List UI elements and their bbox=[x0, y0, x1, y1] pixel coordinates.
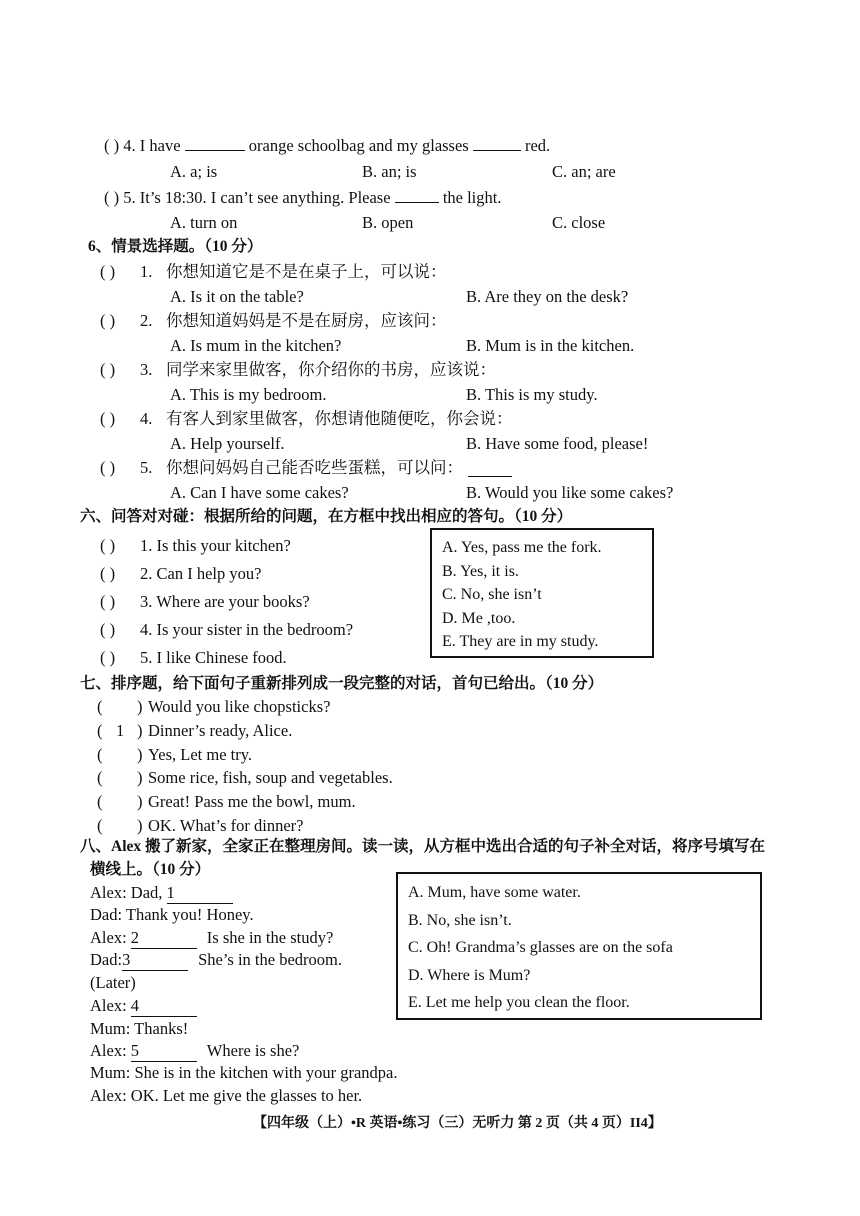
question-text: 3. Where are your books? bbox=[140, 592, 310, 611]
dialog-option: E. Let me help you clean the floor. bbox=[408, 994, 630, 1011]
question-number: 2. bbox=[140, 311, 153, 330]
answer-option: C. No, she isn’t bbox=[442, 586, 542, 603]
dialog-blank[interactable]: 4 bbox=[131, 996, 197, 1017]
order-paren-close: ) bbox=[137, 721, 143, 740]
option-a: A. Can I have some cakes? bbox=[170, 483, 349, 502]
order-sentence: Dinner’s ready, Alice. bbox=[148, 721, 293, 740]
section-heading-dialog: 八、Alex 搬了新家，全家正在整理房间。读一读，从方框中选出合适的句子补全对话，将序号填写在 bbox=[80, 838, 766, 855]
question-text: red. bbox=[524, 136, 551, 155]
order-sentence: OK. What’s for dinner? bbox=[148, 816, 304, 835]
dialog-speaker: Alex: OK. Let me give the glasses to her. bbox=[90, 1086, 363, 1105]
question-number: 3. bbox=[140, 360, 153, 379]
dialog-speaker: Alex: bbox=[90, 996, 131, 1015]
option-a: A. Help yourself. bbox=[170, 434, 285, 453]
answer-paren[interactable]: ( ) bbox=[104, 188, 120, 207]
section-heading-qa-match: 六、问答对对碰：根据所给的问题，在方框中找出相应的答句。（10 分） bbox=[80, 508, 573, 525]
question-text: 4. Is your sister in the bedroom? bbox=[140, 620, 354, 639]
option-c: C. an; are bbox=[552, 162, 616, 181]
question-text: 5. I like Chinese food. bbox=[140, 648, 287, 667]
option-a: A. This is my bedroom. bbox=[170, 385, 327, 404]
question-text: It’s 18:30. I can’t see anything. Please bbox=[139, 188, 391, 207]
q4-row bbox=[104, 136, 550, 156]
order-paren-open: ( bbox=[97, 816, 103, 835]
order-paren-open: ( bbox=[97, 745, 103, 764]
dialog-blank[interactable]: 5 bbox=[131, 1041, 197, 1062]
question-text: 1. Is this your kitchen? bbox=[140, 536, 291, 555]
answer-paren[interactable]: ( ) bbox=[100, 409, 116, 428]
dialog-line bbox=[90, 973, 136, 993]
question-text: 2. Can I help you? bbox=[140, 564, 262, 583]
dialog-line bbox=[90, 1019, 188, 1039]
option-a: A. Is mum in the kitchen? bbox=[170, 336, 342, 355]
dialog-line bbox=[90, 905, 254, 925]
answer-option: E. They are in my study. bbox=[442, 633, 599, 650]
dialog-blank[interactable]: 3 bbox=[122, 950, 188, 971]
answer-paren[interactable]: ( ) bbox=[100, 592, 116, 611]
dialog-speaker: (Later) bbox=[90, 973, 136, 992]
order-paren-close: ) bbox=[137, 697, 143, 716]
dialog-blank[interactable]: 1 bbox=[167, 883, 233, 904]
answer-option: B. Yes, it is. bbox=[442, 562, 519, 580]
question-number: 5. bbox=[140, 458, 153, 477]
fill-blank[interactable] bbox=[395, 188, 439, 203]
option-b: B. open bbox=[362, 213, 414, 232]
order-paren-close: ) bbox=[137, 816, 143, 835]
dialog-speaker: Mum: She is in the kitchen with your grandpa. bbox=[90, 1063, 398, 1082]
fill-blank[interactable] bbox=[185, 136, 245, 151]
answer-paren[interactable]: ( ) bbox=[100, 458, 116, 477]
order-sentence: Great! Pass me the bowl, mum. bbox=[148, 792, 356, 811]
options-box bbox=[396, 872, 762, 1020]
dialog-line bbox=[90, 950, 342, 971]
dialog-speaker: Alex: bbox=[90, 928, 131, 947]
answer-option: A. Yes, pass me the fork. bbox=[442, 539, 602, 556]
dialog-blank[interactable]: 2 bbox=[131, 928, 197, 949]
question-text: I have bbox=[139, 136, 181, 155]
order-paren-open: ( bbox=[97, 721, 103, 740]
fill-blank[interactable] bbox=[468, 462, 512, 477]
question-text: 你想知道它是不是在桌子上，可以说： bbox=[166, 262, 447, 281]
dialog-speaker: Alex: bbox=[90, 1041, 131, 1060]
answer-paren[interactable]: ( ) bbox=[100, 564, 116, 583]
dialog-option: A. Mum, have some water. bbox=[408, 884, 581, 901]
dialog-continuation: Where is she? bbox=[206, 1041, 300, 1060]
answer-paren[interactable]: ( ) bbox=[100, 620, 116, 639]
question-text: 同学来家里做客，你介绍你的书房，应该说： bbox=[166, 360, 496, 379]
option-c: C. close bbox=[552, 213, 606, 232]
section-heading-ordering: 七、排序题，给下面句子重新排列成一段完整的对话，首句已给出。（10 分） bbox=[80, 675, 604, 692]
option-a: A. a; is bbox=[170, 162, 218, 181]
dialog-line bbox=[90, 1086, 362, 1106]
question-number: 1. bbox=[140, 262, 153, 281]
answer-box bbox=[430, 528, 654, 658]
order-paren-close: ) bbox=[137, 768, 143, 787]
answer-paren[interactable]: ( ) bbox=[100, 648, 116, 667]
question-text: the light. bbox=[442, 188, 502, 207]
question-text: orange schoolbag and my glasses bbox=[248, 136, 469, 155]
order-sentence: Yes, Let me try. bbox=[148, 745, 253, 764]
order-paren-close: ) bbox=[137, 792, 143, 811]
dialog-speaker: Mum: Thanks! bbox=[90, 1019, 189, 1038]
answer-paren[interactable]: ( ) bbox=[100, 311, 116, 330]
fill-blank[interactable] bbox=[473, 136, 521, 151]
dialog-option: B. No, she isn’t. bbox=[408, 911, 512, 929]
option-b: B. Have some food, please! bbox=[466, 434, 649, 453]
q5-row bbox=[104, 188, 501, 208]
dialog-continuation: She’s in the bedroom. bbox=[198, 950, 342, 969]
question-number: 4. bbox=[140, 409, 153, 428]
order-paren-open: ( bbox=[97, 792, 103, 811]
question-text: 你想问妈妈自己能否吃些蛋糕，可以问： bbox=[166, 458, 463, 477]
option-b: B. Mum is in the kitchen. bbox=[466, 336, 635, 355]
answer-option: D. Me ,too. bbox=[442, 609, 516, 627]
option-b: B. Are they on the desk? bbox=[466, 287, 629, 306]
option-b: B. Would you like some cakes? bbox=[466, 483, 674, 502]
page-footer: 【四年级（上）•R 英语•练习（三）无听力 第 2 页（共 4 页）II4】 bbox=[253, 1116, 662, 1131]
answer-paren[interactable]: ( ) bbox=[100, 262, 116, 281]
order-paren-close: ) bbox=[137, 745, 143, 764]
order-paren-open: ( bbox=[97, 697, 103, 716]
answer-paren[interactable]: ( ) bbox=[100, 360, 116, 379]
question-text: 你想知道妈妈是不是在厨房，应该问： bbox=[166, 311, 447, 330]
question-number: 5. bbox=[123, 188, 136, 207]
order-sentence: Some rice, fish, soup and vegetables. bbox=[148, 768, 393, 787]
order-sentence: Would you like chopsticks? bbox=[148, 697, 331, 716]
dialog-line bbox=[90, 883, 233, 904]
question-text: 有客人到家里做客，你想请他随便吃，你会说： bbox=[166, 409, 513, 428]
dialog-speaker: Dad: bbox=[90, 950, 123, 969]
option-a: A. turn on bbox=[170, 213, 238, 232]
order-mark[interactable]: 1 bbox=[116, 721, 125, 740]
dialog-line bbox=[90, 928, 333, 949]
section-heading-dialog-line2: 横线上。（10 分） bbox=[90, 861, 211, 878]
question-number: 4. bbox=[123, 136, 136, 155]
dialog-speaker: Dad: Thank you! Honey. bbox=[90, 905, 254, 924]
answer-paren[interactable]: ( ) bbox=[100, 536, 116, 555]
dialog-line bbox=[90, 1041, 299, 1062]
dialog-line bbox=[90, 1063, 398, 1083]
option-b: B. an; is bbox=[362, 162, 417, 181]
section-heading-situational: 6、情景选择题。（10 分） bbox=[88, 238, 263, 255]
option-a: A. Is it on the table? bbox=[170, 287, 304, 306]
dialog-option: C. Oh! Grandma’s glasses are on the sofa bbox=[408, 939, 673, 956]
option-b: B. This is my study. bbox=[466, 385, 598, 404]
dialog-line bbox=[90, 996, 197, 1017]
dialog-speaker: Alex: Dad, bbox=[90, 883, 167, 902]
answer-paren[interactable]: ( ) bbox=[104, 136, 120, 155]
dialog-option: D. Where is Mum? bbox=[408, 966, 531, 984]
dialog-continuation: Is she in the study? bbox=[206, 928, 334, 947]
order-paren-open: ( bbox=[97, 768, 103, 787]
